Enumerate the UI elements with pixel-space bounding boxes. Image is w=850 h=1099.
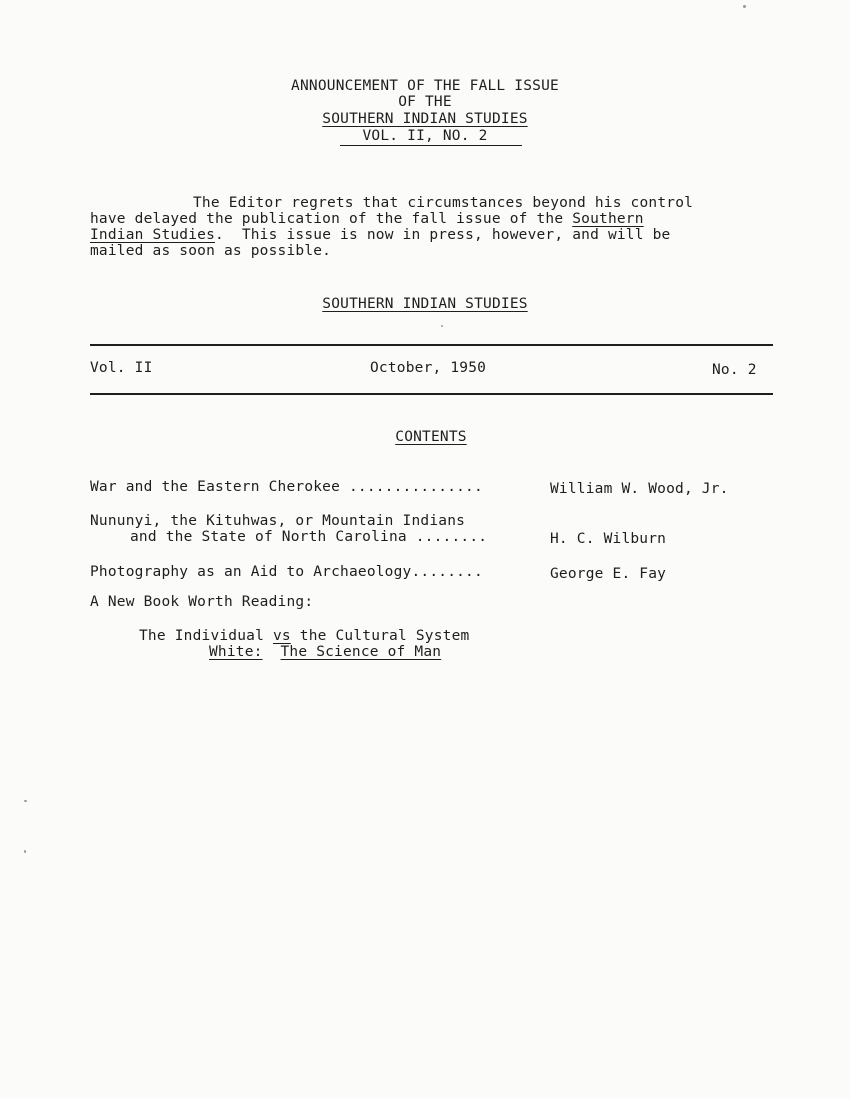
masthead-number: No. 2 (712, 362, 757, 378)
book-title: The Science of Man (280, 644, 442, 660)
notice-line-1: The Editor regrets that circumstances beyond his control (193, 195, 694, 211)
contents-entry-3-title: Photography as an Aid to Archaeology........ (90, 564, 483, 580)
notice-line-2-text: have delayed the publication of the fall issue of the (90, 211, 573, 227)
notice-line-2 (90, 211, 644, 227)
contents-entry-1-author: William W. Wood, Jr. (550, 481, 729, 497)
book-line-1-text-a: The Individual (139, 628, 273, 644)
scan-speck (24, 850, 26, 853)
contents-entry-2-author: H. C. Wilburn (550, 531, 667, 547)
scan-speck (441, 325, 443, 327)
announcement-underline (340, 145, 522, 146)
book-section-heading: A New Book Worth Reading: (90, 594, 314, 610)
announcement-line-3: SOUTHERN INDIAN STUDIES (322, 111, 528, 127)
contents-entry-2-title: Nununyi, the Kituhwas, or Mountain Indians (90, 513, 466, 529)
masthead-volume: Vol. II (90, 360, 153, 376)
book-line-1-text-b: the Cultural System (290, 628, 470, 644)
contents-entry-2-title-continued: and the State of North Carolina ........ (130, 529, 488, 545)
notice-journal-name-part-1: Southern (572, 211, 644, 227)
masthead-date: October, 1950 (370, 360, 487, 376)
notice-line-4: mailed as soon as possible. (90, 243, 332, 259)
scan-speck (24, 800, 27, 802)
notice-line-3-text: . This issue is now in press, however, and will be (215, 227, 671, 243)
contents-heading: CONTENTS (395, 429, 467, 445)
book-line-2 (209, 644, 441, 660)
announcement-line-1: ANNOUNCEMENT OF THE FALL ISSUE (291, 78, 559, 94)
notice-journal-name-part-2: Indian Studies (90, 227, 216, 243)
masthead-bottom-rule (90, 393, 773, 395)
announcement-line-4: VOL. II, NO. 2 (362, 128, 488, 144)
scan-speck (743, 5, 746, 8)
masthead-top-rule (90, 344, 773, 346)
contents-entry-3-author: George E. Fay (550, 566, 667, 582)
book-line-1-vs: vs (272, 628, 291, 644)
book-author: White: (209, 644, 263, 660)
book-line-1 (139, 628, 469, 644)
masthead-title: SOUTHERN INDIAN STUDIES (322, 296, 528, 312)
notice-line-3 (90, 227, 670, 243)
announcement-line-2: OF THE (398, 94, 452, 110)
contents-entry-1-title: War and the Eastern Cherokee ............... (90, 479, 483, 495)
